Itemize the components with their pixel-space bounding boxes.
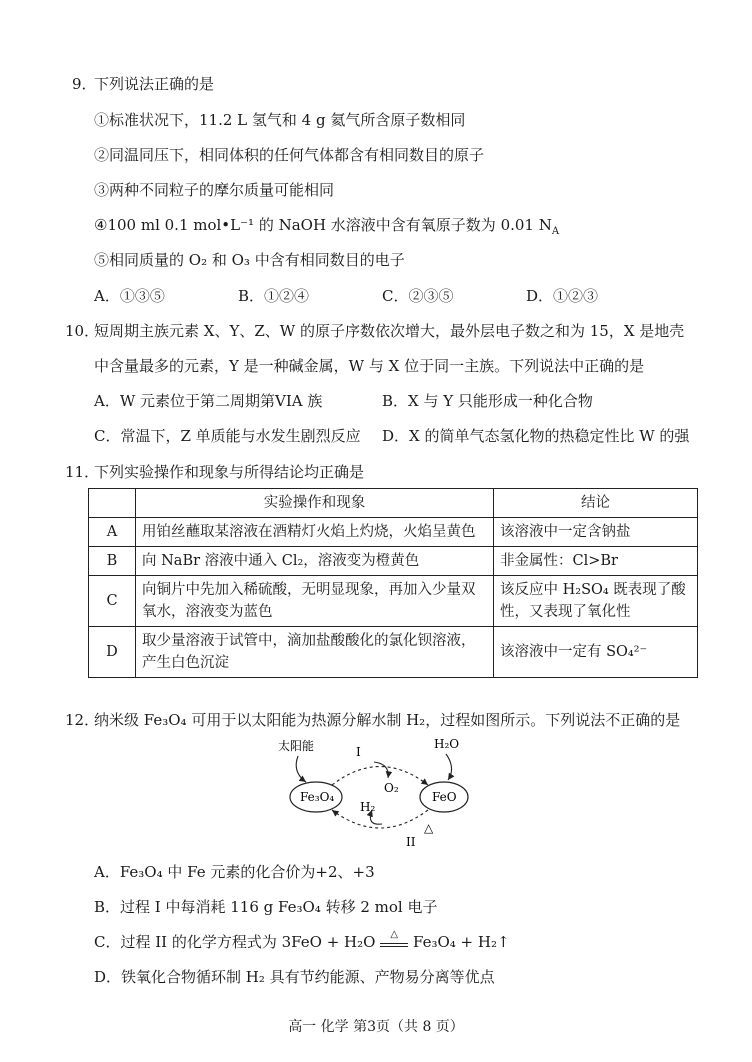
o2-output-arrow — [374, 762, 388, 778]
q10-option-a: A．W 元素位于第二周期第VIA 族 — [94, 392, 323, 410]
table-row — [89, 547, 698, 576]
q12-option-c: C．过程 II 的化学方程式为 3FeO + H₂O △ Fe₃O₄ + H₂↑ — [94, 929, 510, 951]
row-label: A — [89, 518, 136, 547]
q10-option-d: D．X 的简单气态氢化物的热稳定性比 W 的强 — [382, 427, 690, 445]
q9-option-d: D．①②③ — [526, 287, 599, 305]
row-operation: 向铜片中先加入稀硫酸，无明显现象，再加入少量双氧水，溶液变为蓝色 — [136, 576, 494, 627]
row-label: B — [89, 547, 136, 576]
q12-option-d: D．铁氧化合物循环制 H₂ 具有节约能源、产物易分离等优点 — [94, 968, 495, 986]
water-label: H₂O — [434, 737, 460, 751]
q11-stem: 下列实验操作和现象与所得结论均正确是 — [94, 463, 365, 481]
q9-statement-2: ②同温同压下，相同体积的任何气体都含有相同数目的原子 — [94, 146, 485, 164]
q9-stem: 下列说法正确的是 — [94, 75, 215, 93]
table-header-conclusion: 结论 — [494, 489, 698, 518]
q9-option-b: B．①②④ — [238, 287, 310, 305]
experiment-table — [88, 488, 698, 678]
reaction-heat-arrow: △ — [380, 933, 408, 947]
fe3o4-cycle-diagram — [270, 730, 490, 852]
process-1-arrow — [332, 767, 428, 786]
water-input-arrow — [446, 754, 452, 780]
q12-option-b: B．过程 I 中每消耗 116 g Fe₃O₄ 转移 2 mol 电子 — [94, 898, 438, 916]
solar-label: 太阳能 — [278, 739, 315, 753]
q11-number: 11． — [65, 463, 100, 481]
q9-statement-4: ④100 ml 0.1 mol•L⁻¹ 的 NaOH 水溶液中含有氧原子数为 0.01 $N_A$ — [94, 216, 560, 237]
q12-option-a: A．Fe₃O₄ 中 Fe 元素的化合价为+2、+3 — [94, 863, 375, 881]
heat-label: △ — [424, 821, 434, 835]
q12-stem: 纳米级 Fe₃O₄ 可用于以太阳能为热源分解水制 H₂，过程如图所示。下列说法不正确的是 — [94, 711, 681, 729]
q9-option-a: A．①③⑤ — [94, 287, 165, 305]
step2-label: II — [406, 835, 416, 849]
row-conclusion: 该溶液中一定有 SO₄²⁻ — [494, 627, 698, 678]
q10-stem-line1: 短周期主族元素 X、Y、Z、W 的原子序数依次增大，最外层电子数之和为 15，X 是地壳 — [94, 322, 685, 340]
row-operation: 取少量溶液于试管中，滴加盐酸酸化的氯化钡溶液，产生白色沉淀 — [136, 627, 494, 678]
process-2-arrow — [332, 810, 428, 828]
h2-label: H₂ — [360, 800, 376, 814]
q9-statement-5: ⑤相同质量的 O₂ 和 O₃ 中含有相同数目的电子 — [94, 251, 405, 269]
q9-statement-1: ①标准状况下，11.2 L 氢气和 4 g 氦气所含原子数相同 — [94, 111, 466, 129]
q9-option-c: C．②③⑤ — [382, 287, 454, 305]
page-footer: 高一 化学 第3页（共 8 页） — [288, 1019, 464, 1035]
row-operation: 用铂丝蘸取某溶液在酒精灯火焰上灼烧，火焰呈黄色 — [136, 518, 494, 547]
table-header-label — [89, 489, 136, 518]
q10-option-b: B．X 与 Y 只能形成一种化合物 — [382, 392, 593, 410]
table-row — [89, 576, 698, 627]
q9-number: 9． — [72, 75, 97, 93]
table-header-row — [89, 489, 698, 518]
table-row — [89, 627, 698, 678]
table-row — [89, 518, 698, 547]
row-conclusion: 该溶液中一定含钠盐 — [494, 518, 698, 547]
row-operation: 向 NaBr 溶液中通入 Cl₂，溶液变为橙黄色 — [136, 547, 494, 576]
o2-label: O₂ — [384, 781, 399, 795]
row-conclusion: 该反应中 H₂SO₄ 既表现了酸性，又表现了氧化性 — [494, 576, 698, 627]
row-conclusion: 非金属性：Cl>Br — [494, 547, 698, 576]
table-header-operation: 实验操作和现象 — [136, 489, 494, 518]
step1-label: I — [356, 745, 361, 759]
q12-number: 12． — [65, 711, 100, 729]
q9-statement-3: ③两种不同粒子的摩尔质量可能相同 — [94, 181, 335, 199]
feo-label: FeO — [432, 790, 457, 804]
row-label: C — [89, 576, 136, 627]
row-label: D — [89, 627, 136, 678]
q10-option-c: C．常温下，Z 单质能与水发生剧烈反应 — [94, 427, 361, 445]
fe3o4-label: Fe₃O₄ — [300, 790, 335, 804]
q10-stem-line2: 中含量最多的元素，Y 是一种碱金属，W 与 X 位于同一主族。下列说法中正确的是 — [94, 357, 645, 375]
q10-number: 10． — [65, 322, 100, 340]
solar-input-arrow — [296, 756, 306, 782]
